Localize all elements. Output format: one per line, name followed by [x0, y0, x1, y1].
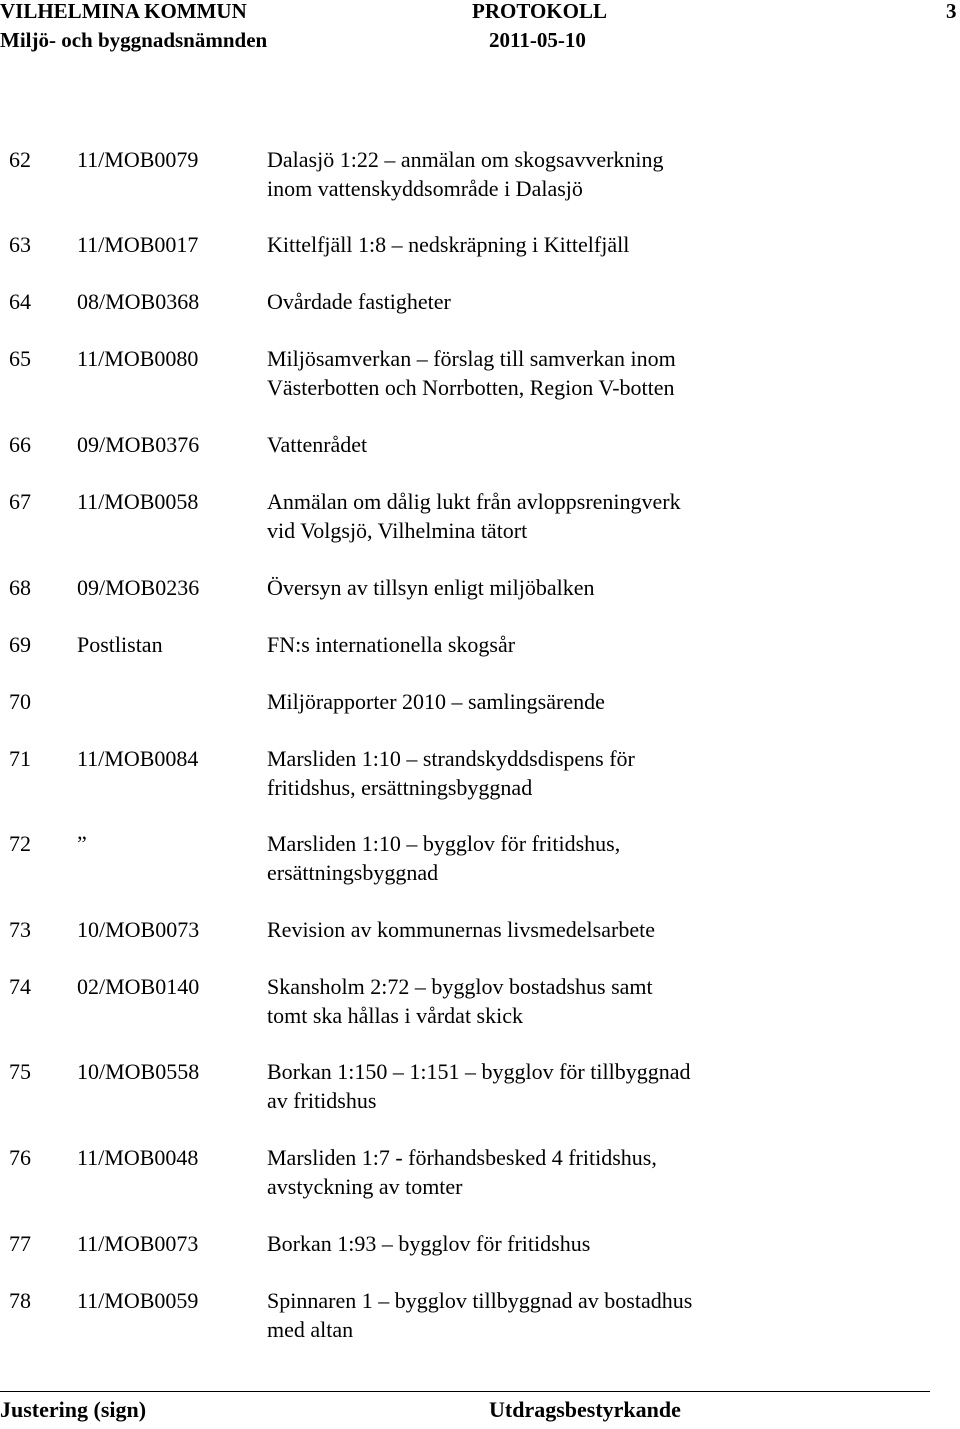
item-title: Revision av kommunernas livsmedelsarbete [267, 917, 655, 942]
item-number: 63 [9, 232, 31, 257]
item-reference: 11/MOB0017 [77, 232, 199, 257]
item-title: Miljösamverkan – förslag till samverkan inom Västerbotten och Norrbotten, Region V-botten [267, 346, 676, 400]
item-number: 68 [9, 575, 31, 600]
item-title: Ovårdade fastigheter [267, 289, 451, 314]
item-title: Borkan 1:93 – bygglov för fritidshus [267, 1231, 591, 1256]
item-reference: 09/MOB0236 [77, 575, 200, 600]
item-number: 77 [9, 1231, 31, 1256]
signature-label: Justering (sign) [0, 1397, 147, 1422]
item-number: 71 [9, 746, 31, 771]
item-number: 78 [9, 1288, 31, 1313]
item-number: 67 [9, 489, 31, 514]
item-number: 74 [9, 974, 31, 999]
item-title: Kittelfjäll 1:8 – nedskräpning i Kittelfjäll [267, 232, 630, 257]
item-reference: Postlistan [77, 632, 163, 657]
item-number: 66 [9, 432, 31, 457]
item-number: 70 [9, 689, 31, 714]
item-title: Dalasjö 1:22 – anmälan om skogsavverkning inom vattenskyddsområde i Dalasjö [267, 147, 664, 201]
item-title: Översyn av tillsyn enligt miljöbalken [267, 575, 595, 600]
item-number: 65 [9, 346, 31, 371]
footer-rule [0, 1391, 930, 1392]
item-reference: 02/MOB0140 [77, 974, 200, 999]
item-number: 72 [9, 831, 31, 856]
item-reference: 11/MOB0084 [77, 746, 199, 771]
item-reference: 11/MOB0073 [77, 1231, 199, 1256]
item-reference: 10/MOB0073 [77, 917, 200, 942]
item-reference: 08/MOB0368 [77, 289, 200, 314]
item-number: 64 [9, 289, 31, 314]
department-name: Miljö- och byggnadsnämnden [0, 28, 268, 52]
document-type: PROTOKOLL [472, 0, 607, 23]
item-title: Miljörapporter 2010 – samlingsärende [267, 689, 605, 714]
item-number: 75 [9, 1059, 31, 1084]
item-title: Spinnaren 1 – bygglov tillbyggnad av bostadhus med altan [267, 1288, 693, 1342]
page-number: 3 [946, 0, 957, 23]
certification-label: Utdragsbestyrkande [489, 1397, 681, 1422]
item-title: Marsliden 1:10 – bygglov för fritidshus, ersättningsbyggnad [267, 831, 621, 885]
item-number: 62 [9, 147, 31, 172]
item-reference: 09/MOB0376 [77, 432, 200, 457]
organization-name: VILHELMINA KOMMUN [0, 0, 247, 23]
item-reference: 11/MOB0059 [77, 1288, 199, 1313]
item-number: 69 [9, 632, 31, 657]
item-title: FN:s internationella skogsår [267, 632, 516, 657]
item-reference: ” [77, 831, 87, 856]
item-title: Vattenrådet [267, 432, 368, 457]
document-date: 2011-05-10 [489, 28, 586, 52]
item-number: 73 [9, 917, 31, 942]
item-reference: 11/MOB0058 [77, 489, 199, 514]
item-title: Borkan 1:150 – 1:151 – bygglov för tillbyggnad av fritidshus [267, 1059, 691, 1113]
item-title: Marsliden 1:10 – strandskyddsdispens för fritidshus, ersättningsbyggnad [267, 746, 635, 800]
item-number: 76 [9, 1145, 31, 1170]
item-title: Anmälan om dålig lukt från avloppsreningverk vid Volgsjö, Vilhelmina tätort [267, 489, 681, 543]
item-reference: 10/MOB0558 [77, 1059, 200, 1084]
item-reference: 11/MOB0080 [77, 346, 199, 371]
item-reference: 11/MOB0079 [77, 147, 199, 172]
item-reference: 11/MOB0048 [77, 1145, 199, 1170]
item-title: Skansholm 2:72 – bygglov bostadshus samt tomt ska hållas i vårdat skick [267, 974, 653, 1028]
item-title: Marsliden 1:7 - förhandsbesked 4 fritidshus, avstyckning av tomter [267, 1145, 657, 1199]
